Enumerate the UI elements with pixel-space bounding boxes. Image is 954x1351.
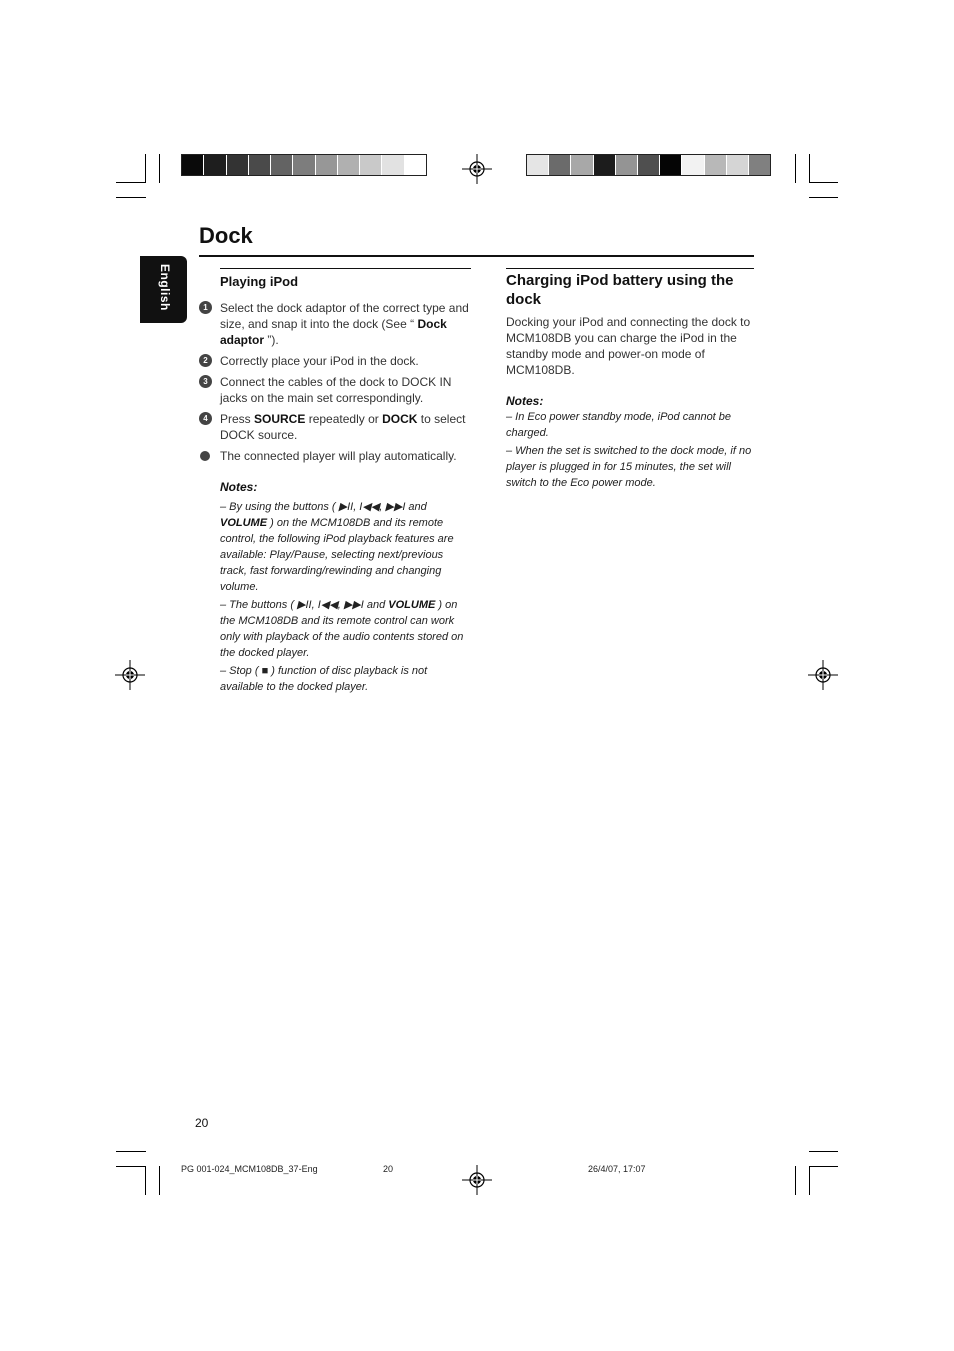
note-item bbox=[220, 663, 471, 695]
color-swatch bbox=[338, 155, 360, 175]
step-item bbox=[199, 374, 471, 406]
step-list bbox=[199, 300, 471, 464]
color-calibration-bar-left bbox=[181, 154, 427, 176]
section-rule bbox=[506, 268, 754, 269]
note-item: – When the set is switched to the dock mode, if no player is plugged in for 15 minutes, the set will switch to the Eco power mode. bbox=[506, 445, 752, 489]
color-swatch bbox=[571, 155, 593, 175]
color-swatch bbox=[249, 155, 271, 175]
color-swatch bbox=[293, 155, 315, 175]
section-rule bbox=[220, 268, 471, 269]
footer-file-name: PG 001-024_MCM108DB_37-Eng bbox=[181, 1164, 318, 1174]
section-heading: Playing iPod bbox=[220, 274, 299, 289]
step-item bbox=[199, 353, 471, 369]
step-bold-text: SOURCE bbox=[254, 412, 306, 426]
note-item bbox=[220, 499, 471, 595]
color-swatch bbox=[316, 155, 338, 175]
charging-section bbox=[506, 268, 754, 493]
step-bold-text: DOCK bbox=[382, 412, 418, 426]
color-swatch bbox=[182, 155, 204, 175]
color-swatch bbox=[527, 155, 549, 175]
title-rule bbox=[199, 255, 754, 257]
color-swatch bbox=[594, 155, 616, 175]
color-swatch bbox=[204, 155, 226, 175]
step-item bbox=[199, 411, 471, 443]
crop-mark bbox=[809, 1166, 838, 1167]
notes-heading: Notes: bbox=[220, 480, 258, 494]
step-bold-text: Dock adaptor bbox=[220, 317, 447, 347]
crop-mark bbox=[809, 1151, 838, 1152]
crop-mark bbox=[145, 154, 146, 183]
step-text: repeatedly or bbox=[305, 412, 383, 426]
crop-mark bbox=[159, 154, 160, 183]
crop-mark bbox=[159, 1166, 160, 1195]
note-bold-text: VOLUME bbox=[220, 517, 268, 529]
bullet-icon bbox=[200, 451, 210, 461]
step-text: Correctly place your iPod in the dock. bbox=[220, 354, 419, 368]
step-text: Press bbox=[220, 412, 255, 426]
language-tab bbox=[140, 256, 187, 323]
color-swatch bbox=[705, 155, 727, 175]
color-swatch bbox=[360, 155, 382, 175]
step-number-badge: 4 bbox=[199, 412, 212, 425]
registration-mark-icon bbox=[462, 1165, 492, 1195]
step-item bbox=[199, 448, 471, 464]
note-text: – By using the buttons ( ▶II, I◀◀, ▶▶I and bbox=[220, 501, 427, 513]
step-number-badge: 3 bbox=[199, 375, 212, 388]
color-swatch bbox=[749, 155, 770, 175]
step-text: Connect the cables of the dock to DOCK IN jacks on the main set correspondingly. bbox=[220, 375, 452, 405]
language-tab-label: English bbox=[158, 264, 172, 311]
note-item bbox=[220, 597, 471, 661]
crop-mark bbox=[795, 1166, 796, 1195]
note-text: – The buttons ( ▶II, I◀◀, ▶▶I and bbox=[220, 599, 389, 611]
step-number-badge: 2 bbox=[199, 354, 212, 367]
step-number-badge: 1 bbox=[199, 301, 212, 314]
color-swatch bbox=[727, 155, 749, 175]
page-title: Dock bbox=[199, 223, 253, 248]
step-text: Select the dock adaptor of the correct type and size, and snap it into the dock (See “ bbox=[220, 301, 469, 331]
color-swatch bbox=[382, 155, 404, 175]
section-heading: Charging iPod battery using the dock bbox=[506, 272, 734, 308]
crop-mark bbox=[795, 154, 796, 183]
crop-mark bbox=[116, 197, 146, 198]
step-text: to select DOCK source. bbox=[220, 412, 466, 442]
notes-heading: Notes: bbox=[506, 394, 544, 408]
crop-mark bbox=[809, 154, 810, 183]
playing-ipod-section bbox=[199, 268, 471, 697]
crop-mark bbox=[116, 182, 146, 183]
note-text: ) on the MCM108DB and its remote control, the following iPod playback features are available: Play/Pause, selecting next/previous track, fast forwarding/rewinding and changing volume. bbox=[220, 517, 454, 593]
crop-mark bbox=[116, 1166, 146, 1167]
crop-mark bbox=[809, 182, 838, 183]
registration-mark-icon bbox=[462, 154, 492, 184]
page-number: 20 bbox=[195, 1116, 209, 1130]
section-body: Docking your iPod and connecting the dock to MCM108DB you can charge the iPod in the standby mode and power-on mode of MCM108DB. bbox=[506, 315, 751, 377]
note-text: ) on the MCM108DB and its remote control can work only with playback of the audio contents stored on the docked player. bbox=[220, 599, 464, 659]
registration-mark-icon bbox=[808, 660, 838, 690]
color-swatch bbox=[271, 155, 293, 175]
color-swatch bbox=[660, 155, 682, 175]
step-text: ”). bbox=[264, 333, 279, 347]
footer-date: 26/4/07, 17:07 bbox=[588, 1164, 646, 1174]
step-text: The connected player will play automatically. bbox=[220, 449, 457, 463]
step-item bbox=[199, 300, 471, 348]
color-swatch bbox=[638, 155, 660, 175]
registration-mark-icon bbox=[115, 660, 145, 690]
color-swatch bbox=[616, 155, 638, 175]
note-text: – Stop ( ■ ) function of disc playback is not available to the docked player. bbox=[220, 665, 428, 693]
color-calibration-bar-right bbox=[526, 154, 771, 176]
crop-mark bbox=[809, 197, 838, 198]
crop-mark bbox=[116, 1151, 146, 1152]
color-swatch bbox=[227, 155, 249, 175]
footer-page: 20 bbox=[383, 1164, 394, 1174]
color-swatch bbox=[682, 155, 704, 175]
note-bold-text: VOLUME bbox=[388, 599, 436, 611]
note-item: – In Eco power standby mode, iPod cannot be charged. bbox=[506, 411, 732, 439]
crop-mark bbox=[145, 1166, 146, 1195]
color-swatch bbox=[405, 155, 426, 175]
color-swatch bbox=[549, 155, 571, 175]
crop-mark bbox=[809, 1166, 810, 1195]
